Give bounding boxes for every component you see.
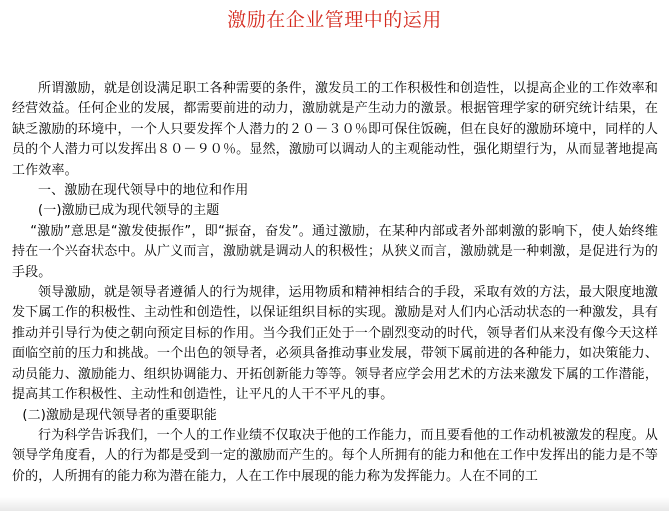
body-paragraph-3: 行为科学告诉我们，一个人的工作业绩不仅取决于他的工作能力，而且要看他的工作动机被激发的程度。从领导学角度看，人的行为都是受到一定的激励而产生的。每个人所拥有的能力和他在工作中发挥出的能力是不等价的，人所拥有的能力称为潜在能力，人在工作中展现的能力称为发挥能力。人在不同的工	[12, 427, 658, 484]
bottom-fade	[0, 497, 669, 511]
section-heading-1: 一、激励在现代领导中的地位和作用	[38, 183, 249, 199]
document-body	[12, 79, 658, 487]
subsection-heading-1: (一)激励已成为现代领导的主题	[38, 203, 220, 219]
body-paragraph-1: “激励”意思是“激发使振作”，即“振奋，奋发”。通过激励，在某种内部或者外部刺激的影响下，使人始终维持在一个兴奋状态中。从广义而言，激励就是调动人的积极性；从狭义而言，激励就是一种刺激，是促进行为的手段。	[12, 223, 658, 280]
subsection-heading-2: (二)激励是现代领导者的重要职能	[22, 407, 217, 423]
body-paragraph-2: 领导激励，就是领导者遵循人的行为规律，运用物质和精神相结合的手段，采取有效的方法，最大限度地激发下属工作的积极性、主动性和创造性，以保证组织目标的实现。激励是对人们内心活动状态的一种激发，具有推动并引导行为使之朝向预定目标的作用。当今我们正处于一个剧烈变动的时代，领导者们从来没有像今天这样面临空前的压力和挑战。一个出色的领导者，必须具备推动事业发展，带领下属前进的各种能力，如决策能力、动员能力、激励能力、组织协调能力、开拓创新能力等等。领导者应学会用艺术的方法来激发下属的工作潜能，提高其工作积极性、主动性和创造性，让平凡的人干不平凡的事。	[12, 285, 658, 403]
document-title: 激励在企业管理中的运用	[227, 9, 442, 31]
intro-paragraph: 所谓激励，就是创设满足职工各种需要的条件，激发员工的工作积极性和创造性，以提高企业的工作效率和经营效益。任何企业的发展，都需要前进的动力，激励就是产生动力的激景。根据管理学家的研究统计结果，在缺乏激励的环境中，一个人只要发挥个人潜力的２０－３０％即可保住饭碗，但在良好的激励环境中，同样的人员的个人潜力可以发挥出８０－９０％。显然，激励可以调动人的主观能动性，强化期望行为，从而显著地提高工作效率。	[12, 81, 658, 178]
